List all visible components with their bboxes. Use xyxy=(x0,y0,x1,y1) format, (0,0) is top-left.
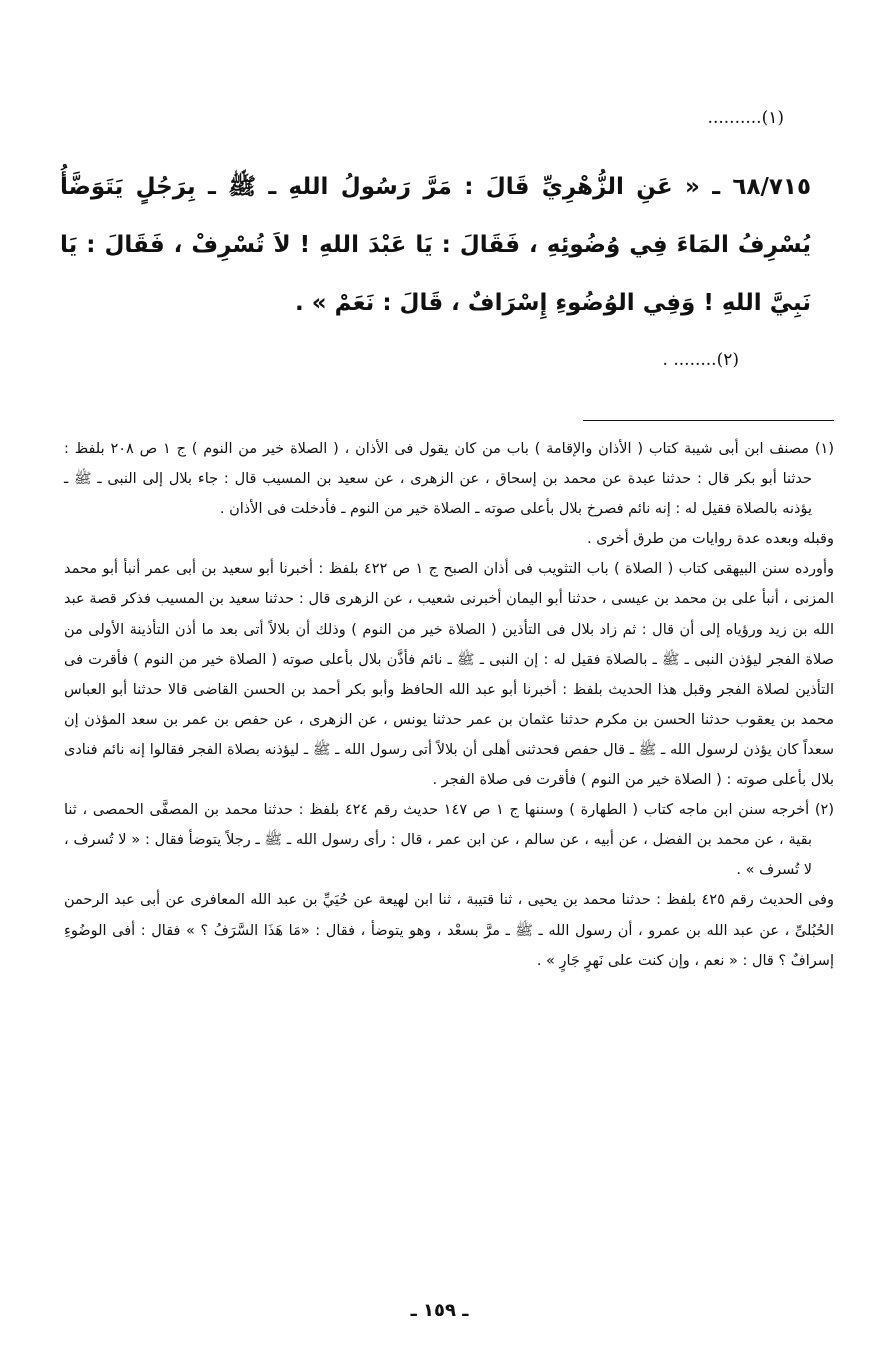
footnote-1-bayhaqi: وأورده سنن البيهقى كتاب ( الصلاة ) باب التثويب فى أذان الصبح ج ١ ص ٤٢٢ بلفظ : أخبرنا أبو سعيد بن أبى عمر أنبأ أبو محمد المزنى ، أنبأ على بن محمد بن عيسى ، حدثنا أبو اليمان أخبرنى شعيب ، عن الزهرى قال : حدثنا سعيد بن المسيب فذكر قصة عبد الله بن زيد ورؤياه إلى أن قال : ثم زاد بلال فى التأذين ( الصلاة خير من النوم ) وذلك أن بلالاً أتى بعد ما أذن التأذينة الأولى من صلاة الفجر ليؤذن النبى ـ ﷺ ـ بالصلاة فقيل له : إن النبى ـ ﷺ ـ نائم فأذَّن بلال بأعلى صوته ( الصلاة خير من النوم ) فأقرت فى التأذين لصلاة الفجر وقبل هذا الحديث بلفظ : أخبرنا أبو عبد الله الحافظ وأبو بكر أحمد بن الحسن القاضى قالا حدثنا أبو العباس محمد بن يعقوب حدثنا الحسن بن مكرم حدثنا عثمان بن عمر حدثنا يونس ، عن الزهرى ، عن حفص بن عمر بن سعد المؤذن إن سعداً كان يؤذن لرسول الله ـ ﷺ ـ قال حفص فحدثنى أهلى أن بلالاً أتى رسول الله ـ ﷺ ـ ليؤذنه بصلاة الفجر فقالوا إنه نائم فنادى بلال بأعلى صوته : ( الصلاة خير من النوم ) فأقرت فى صلاة الفجر . xyxy=(64,561,835,789)
page-number: ـ ١٥٩ ـ xyxy=(410,1300,469,1321)
footnote-2: (٢) أخرجه سنن ابن ماجه كتاب ( الطهارة ) وسننها ج ١ ص ١٤٧ حديث رقم ٤٢٤ بلفظ : حدثنا محمد بن المصفَّى الحمصى ، ثنا بقية ، عن محمد بن الفضل ، عن أبيه ، عن سالم ، عن ابن عمر ، قال : رأى رسول الله ـ ﷺ ـ رجلاً يتوضأ فقال : « لا تُسرف ، لا تُسرف » . xyxy=(64,802,834,879)
footnote-marker-1: (١).......... xyxy=(707,108,784,128)
footnote-1: (١) مصنف ابن أبى شيبة كتاب ( الأذان والإقامة ) باب من كان يقول فى الأذان ، ( الصلاة خير من النوم ) ج ١ ص ٢٠٨ بلفظ : حدثنا أبو بكر قال : حدثنا عبدة عن محمد بن إسحاق ، عن الزهرى ، عن سعيد بن المسيب قال : جاء بلال إلى النبى ـ ﷺ ـ يؤذنه بالصلاة فقيل له : إنه نائم فصرخ بلال بأعلى صوته ـ الصلاة خير من النوم ـ فأدخلت فى الأذان . xyxy=(64,441,834,518)
footnote-marker-2: (٢)........ . xyxy=(662,350,739,370)
footnote-separator xyxy=(583,420,834,421)
footnote-2-continuation: وفى الحديث رقم ٤٢٥ بلفظ : حدثنا محمد بن يحيى ، ثنا قتيبة ، ثنا ابن لهيعة عن حُيَيِّ بن عبد الله المعافرى عن أبى عبد الرحمن الحُبُلىِّ ، عن عبد الله بن عمرو ، أن رسول الله ـ ﷺ ـ مرَّ بسعْد ، وهو يتوضأ ، فقال : «مَا هَذَا السَّرَفُ ؟ » فقال : أفى الوضُوءِ إسرافٌ ؟ قال : « نعم ، وإن كنت على نَهرٍ جَارٍ » . xyxy=(64,892,834,969)
hadith-text: ٦٨/٧١٥ ـ « عَنِ الزُّهْرِيِّ قَالَ : مَرَّ رَسُولُ اللهِ ـ ﷺ ـ بِرَجُلٍ يَتَوَضَّأُ يُسْرِفُ المَاءَ فِي وُضُوئِهِ ، فَقَالَ : يَا عَبْدَ اللهِ ! لاَ تُسْرِفْ ، فَقَالَ : يَا نَبِيَّ اللهِ ! وَفِي الوُضُوءِ إِسْرَافٌ ، قَالَ : نَعَمْ » . xyxy=(60,174,811,316)
footnotes xyxy=(64,434,834,976)
footnote-1-continuation: وقبله وبعده عدة روايات من طرق أخرى . xyxy=(587,531,834,548)
